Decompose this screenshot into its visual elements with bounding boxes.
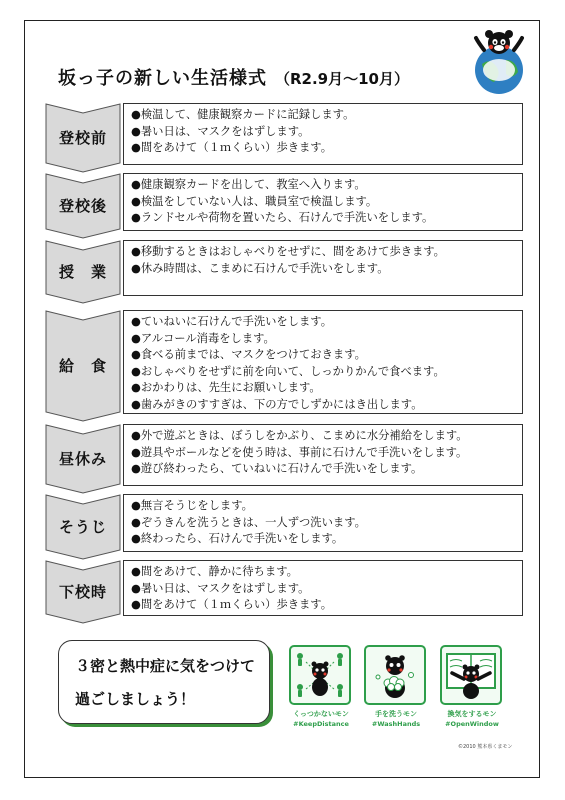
rule-item: ●おしゃべりをせずに前を向いて、しっかりかんで食べます。 bbox=[131, 364, 445, 378]
rule-item: ●暑い日は、マスクをはずします。 bbox=[131, 124, 310, 138]
keep-distance-icon bbox=[289, 645, 351, 705]
rule-item: ●間をあけて（１ｍくらい）歩きます。 bbox=[131, 141, 333, 155]
rule-item: ●無言そうじをします。 bbox=[131, 499, 253, 512]
section-chevron bbox=[45, 103, 121, 173]
rule-item: ●検温をしていない人は、職員室で検温します。 bbox=[131, 194, 378, 208]
kumamon-logo-icon bbox=[472, 30, 526, 96]
section-chevron bbox=[45, 310, 121, 422]
reminder-message-box bbox=[58, 640, 273, 727]
section-label: 登校後 bbox=[58, 197, 107, 215]
section-chevron bbox=[45, 240, 121, 304]
schedule-section bbox=[45, 424, 523, 486]
message-line-2: 過ごしましょう！ bbox=[75, 690, 196, 708]
rule-item: ●暑い日は、マスクをはずします。 bbox=[131, 581, 310, 595]
rule-item: ●遊び終わったら、ていねいに石けんで手洗いをします。 bbox=[131, 462, 423, 476]
rule-item: ●食べる前までは、マスクをつけておきます。 bbox=[131, 348, 366, 362]
section-label: 登校前 bbox=[58, 129, 107, 147]
section-chevron bbox=[45, 173, 121, 239]
section-rules-box bbox=[123, 424, 523, 486]
pictogram-hashtag: #KeepDistance bbox=[293, 720, 349, 728]
pictogram-caption: くっつかないモン bbox=[293, 710, 349, 718]
rule-item: ●歯みがきのすすぎは、下の方でしずかにはき出します。 bbox=[131, 397, 423, 411]
rule-item: ●間をあけて（１ｍくらい）歩きます。 bbox=[131, 598, 333, 612]
schedule-section bbox=[45, 310, 523, 414]
section-label: 給 食 bbox=[58, 357, 107, 375]
section-label: 下校時 bbox=[58, 583, 107, 601]
section-label: 昼休み bbox=[58, 450, 107, 468]
pictogram-open-window bbox=[440, 645, 504, 728]
rule-item: ●健康観察カードを出して、教室へ入ります。 bbox=[131, 178, 366, 191]
schedule-section bbox=[45, 173, 523, 231]
section-rules-box bbox=[123, 560, 523, 616]
message-line-1: ３密と熱中症に気をつけて bbox=[75, 657, 256, 675]
schedule-section bbox=[45, 560, 523, 616]
section-rules-box bbox=[123, 310, 523, 414]
section-rules-box bbox=[123, 494, 523, 552]
message-panel bbox=[58, 640, 270, 724]
section-rules-box bbox=[123, 103, 523, 165]
rule-item: ●検温して、健康観察カードに記録します。 bbox=[131, 108, 355, 121]
rule-item: ●ランドセルや荷物を置いたら、石けんで手洗いをします。 bbox=[131, 211, 434, 225]
rule-item: ●おかわりは、先生にお願いします。 bbox=[131, 381, 321, 395]
rule-item: ●移動するときはおしゃべりをせずに、間をあけて歩きます。 bbox=[131, 245, 445, 258]
pictogram-hashtag: #OpenWindow bbox=[445, 720, 499, 728]
section-label: そうじ bbox=[58, 518, 107, 536]
section-chevron bbox=[45, 424, 121, 494]
schedule-section bbox=[45, 494, 523, 552]
pictogram-caption: 手を洗うモン bbox=[375, 710, 417, 718]
title-text: 坂っ子の新しい生活様式 bbox=[58, 68, 267, 89]
pictogram-caption: 換気をするモン bbox=[447, 710, 497, 718]
rule-item: ●終わったら、石けんで手洗いをします。 bbox=[131, 532, 344, 546]
page-title bbox=[58, 64, 409, 90]
wash-hands-icon bbox=[364, 645, 426, 705]
schedule-section bbox=[45, 103, 523, 165]
rule-item: ●ていねいに石けんで手洗いをします。 bbox=[131, 315, 333, 328]
pictogram-keep-distance bbox=[289, 645, 353, 728]
rule-item: ●遊具やボールなどを使う時は、事前に石けんで手洗いをします。 bbox=[131, 445, 468, 459]
rule-item: ●ぞうきんを洗うときは、一人ずつ洗います。 bbox=[131, 515, 366, 529]
section-rules-box bbox=[123, 240, 523, 296]
pictogram-hashtag: #WashHands bbox=[371, 720, 421, 728]
rule-item: ●アルコール消毒をします。 bbox=[131, 331, 275, 345]
copyright-notice: ©2010 熊本県くまモン bbox=[458, 744, 513, 750]
section-rules-box bbox=[123, 173, 523, 231]
section-label: 授 業 bbox=[58, 263, 107, 281]
section-chevron bbox=[45, 494, 121, 560]
title-period: （R2.9月～10月） bbox=[275, 70, 409, 88]
rule-item: ●間をあけて、静かに待ちます。 bbox=[131, 565, 298, 578]
section-chevron bbox=[45, 560, 121, 624]
open-window-icon bbox=[440, 645, 502, 705]
rule-item: ●外で遊ぶときは、ぼうしをかぶり、こまめに水分補給をします。 bbox=[131, 429, 468, 442]
rule-item: ●休み時間は、こまめに石けんで手洗いをします。 bbox=[131, 261, 389, 275]
pictogram-wash-hands bbox=[364, 645, 428, 728]
schedule-section bbox=[45, 240, 523, 296]
